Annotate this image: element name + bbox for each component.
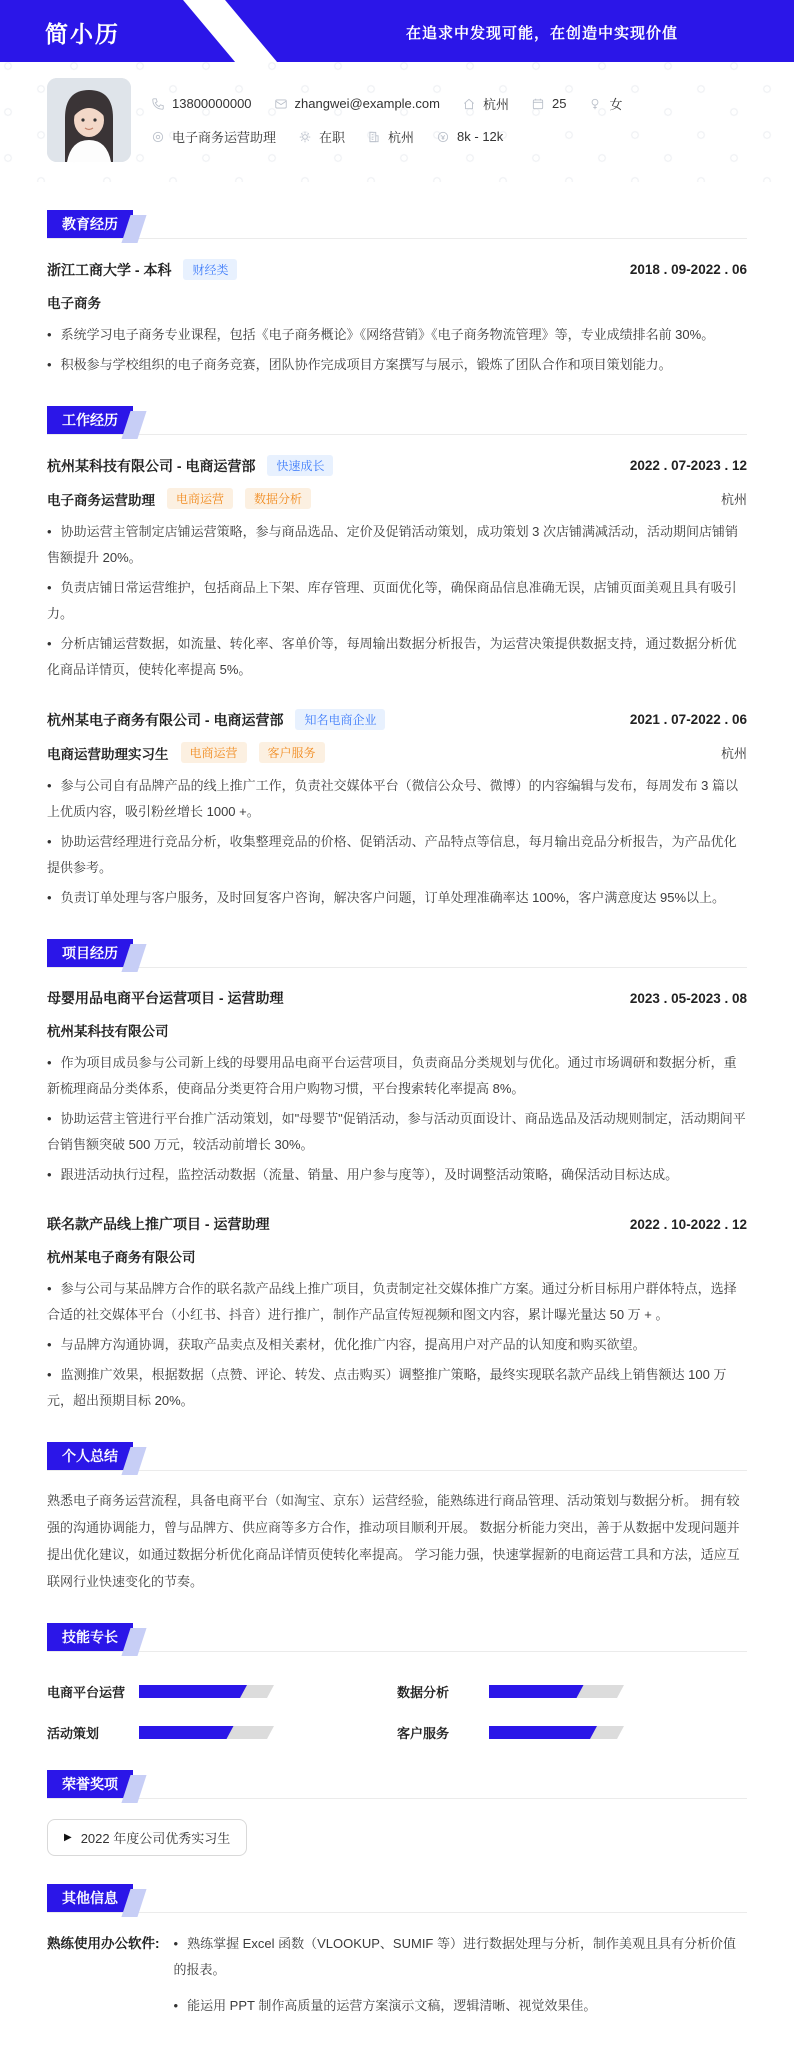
section-work — [47, 406, 747, 911]
contact-job-status: 在职 — [298, 127, 345, 146]
project-name: 联名款产品线上推广项目 - 运营助理 — [47, 1216, 270, 1232]
section-title-badge: 工作经历 — [47, 406, 133, 434]
building-icon — [367, 130, 381, 144]
other-label: 熟练使用办公软件: — [47, 1936, 160, 1951]
skill-tag: 电商运营 — [167, 488, 233, 509]
contact-salary: 8k - 12k — [436, 129, 503, 144]
project-date: 2023 . 05-2023 . 08 — [629, 990, 747, 1006]
project-entry — [47, 988, 747, 1188]
bullet-dot: • — [47, 524, 52, 539]
phone-icon — [151, 97, 165, 111]
money-icon — [436, 130, 450, 144]
bullet-dot: • — [47, 1281, 52, 1296]
contact-gender: 女 — [588, 94, 622, 113]
skill-tag: 电商运营 — [181, 742, 247, 763]
honor-item[interactable] — [47, 1819, 247, 1856]
skill-bar-fill — [139, 1726, 234, 1739]
section-header — [47, 1770, 747, 1799]
play-triangle-icon: ▶ — [64, 1832, 72, 1843]
skill-bar-fill — [489, 1726, 597, 1739]
skill-item — [397, 1682, 747, 1701]
company-name: 杭州某科技有限公司 - 电商运营部 — [47, 457, 256, 474]
bullet-dot: • — [47, 1367, 52, 1382]
work-bullet: • 负责店铺日常运营维护，包括商品上下架、库存管理、页面优化等，确保商品信息准确无误，店铺页面美观且具有吸引力。 — [47, 580, 737, 621]
company-tag: 知名电商企业 — [295, 709, 385, 730]
mail-icon — [274, 97, 288, 111]
skill-name: 客户服务 — [397, 1726, 450, 1741]
project-date: 2022 . 10-2022 . 12 — [629, 1216, 747, 1232]
major-name: 电子商务 — [47, 296, 101, 311]
section-header — [47, 406, 747, 435]
skill-item — [397, 1723, 747, 1742]
company-name: 杭州某电子商务有限公司 - 电商运营部 — [47, 711, 284, 728]
target-icon — [151, 130, 165, 144]
section-title-badge: 其他信息 — [47, 1884, 133, 1912]
calendar-icon — [531, 97, 545, 111]
section-title-badge: 项目经历 — [47, 939, 133, 967]
section-title-badge: 技能专长 — [47, 1623, 133, 1651]
work-bullet: • 参与公司自有品牌产品的线上推广工作，负责社交媒体平台（微信公众号、微博）的内容编辑与发布，每周发布 3 篇以上优质内容，吸引粉丝增长 1000 +。 — [47, 778, 739, 819]
avatar — [47, 78, 131, 162]
top-banner — [0, 0, 794, 62]
skill-name: 电商平台运营 — [47, 1685, 126, 1700]
section-header — [47, 1623, 747, 1652]
skill-bar-track — [139, 1726, 274, 1739]
bullet-dot: • — [47, 778, 52, 793]
banner-diagonal-stripe — [176, 0, 289, 62]
work-bullet: • 协助运营经理进行竞品分析，收集整理竞品的价格、促销活动、产品特点等信息，每月输出竞品分析报告，为产品优化提供参考。 — [47, 834, 737, 875]
contact-city: 杭州 — [462, 94, 509, 113]
project-bullet: • 参与公司与某品牌方合作的联名款产品线上推广项目，负责制定社交媒体推广方案。通过分析目标用户群体特点，选择合适的社交媒体平台（小红书、抖音）进行推广，制作产品宣传短视频和图文内容，累计曝光量达 50 万 + 。 — [47, 1281, 737, 1322]
project-bullet: • 作为项目成员参与公司新上线的母婴用品电商平台运营项目，负责商品分类规划与优化。通过市场调研和数据分析，重新梳理商品分类体系，使商品分类更符合用户购物习惯，平台搜索转化率提高 8%。 — [47, 1055, 737, 1096]
bullet-dot: • — [47, 1111, 52, 1126]
section-header — [47, 1884, 747, 1913]
other-bullet: • 熟练掌握 Excel 函数（VLOOKUP、SUMIF 等）进行数据处理与分析，制作美观且具有分析价值的报表。 — [173, 1936, 736, 1977]
education-entry — [47, 259, 747, 378]
contact-age: 25 — [531, 96, 566, 111]
project-bullet: • 监测推广效果，根据数据（点赞、评论、转发、点击购买）调整推广策略，最终实现联名款产品线上销售额达 100 万元，超出预期目标 20%。 — [47, 1367, 727, 1408]
bullet-dot: • — [47, 1055, 52, 1070]
job-title: 电商运营助理实习生 — [47, 746, 169, 762]
education-bullet: • 积极参与学校组织的电子商务竞赛，团队协作完成项目方案撰写与展示，锻炼了团队合作和项目策划能力。 — [47, 357, 672, 372]
section-header — [47, 1442, 747, 1471]
work-bullet: • 分析店铺运营数据，如流量、转化率、客单价等，每周输出数据分析报告，为运营决策提供数据支持，通过数据分析优化商品详情页，使转化率提高 5%。 — [47, 636, 737, 677]
section-title-badge: 教育经历 — [47, 210, 133, 238]
skill-tag: 客户服务 — [259, 742, 325, 763]
company-tag: 快速成长 — [267, 455, 333, 476]
skill-bar-track — [489, 1726, 624, 1739]
education-bullet: • 系统学习电子商务专业课程，包括《电子商务概论》《网络营销》《电子商务物流管理》等，专业成绩排名前 30%。 — [47, 327, 715, 342]
section-education — [47, 210, 747, 378]
contact-row-2 — [151, 127, 644, 146]
section-honors — [47, 1770, 747, 1856]
contact-email: zhangwei@example.com — [274, 96, 440, 111]
school-name: 浙江工商大学 - 本科 — [47, 261, 172, 278]
home-icon — [462, 97, 476, 111]
project-company: 杭州某科技有限公司 — [47, 1024, 169, 1039]
bullet-dot: • — [47, 636, 52, 651]
section-header — [47, 939, 747, 968]
skill-name: 数据分析 — [397, 1685, 450, 1700]
skill-bar-fill — [139, 1685, 247, 1698]
education-date: 2018 . 09-2022 . 06 — [629, 262, 747, 277]
project-bullet: • 跟进活动执行过程，监控活动数据（流量、销量、用户参与度等），及时调整活动策略，确保活动目标达成。 — [47, 1167, 679, 1182]
section-title-badge: 个人总结 — [47, 1442, 133, 1470]
work-entry — [47, 709, 747, 911]
skill-item — [47, 1723, 397, 1742]
project-bullet: • 与品牌方沟通协调，获取产品卖点及相关素材，优化推广内容，提高用户对产品的认知度和购买欲望。 — [47, 1337, 646, 1352]
project-name: 母婴用品电商平台运营项目 - 运营助理 — [47, 990, 284, 1006]
skill-tag: 数据分析 — [245, 488, 311, 509]
work-location: 杭州 — [720, 492, 747, 507]
section-projects — [47, 939, 747, 1414]
work-bullet: • 协助运营主管制定店铺运营策略，参与商品选品、定价及促销活动策划，成功策划 3 次店铺满减活动，活动期间店铺销售额提升 20%。 — [47, 524, 739, 565]
work-bullet: • 负责订单处理与客户服务，及时回复客户咨询，解决客户问题，订单处理准确率达 100%，客户满意度达 95%以上。 — [47, 890, 726, 905]
work-date: 2022 . 07-2023 . 12 — [629, 458, 747, 473]
section-summary — [47, 1442, 747, 1595]
honor-label: 2022 年度公司优秀实习生 — [80, 1831, 231, 1846]
section-other — [47, 1884, 747, 2029]
profile-section — [0, 62, 794, 182]
bullet-dot: • — [47, 834, 52, 849]
site-logo: 简小历 — [45, 21, 120, 47]
banner-slogan: 在追求中发现可能，在创造中实现价值 — [405, 25, 678, 42]
bullet-dot: • — [173, 1998, 179, 2013]
work-entry — [47, 455, 747, 683]
project-bullet: • 协助运营主管进行平台推广活动策划，如"母婴节"促销活动，参与活动页面设计、商品选品及活动规则制定，活动期间平台销售额突破 500 万元，较活动前增长 30%。 — [47, 1111, 746, 1152]
bullet-dot: • — [47, 580, 52, 595]
skill-bar-track — [489, 1685, 624, 1698]
gear-icon — [298, 130, 312, 144]
contact-job-title: 电子商务运营助理 — [151, 127, 276, 146]
education-tag: 财经类 — [183, 259, 237, 280]
project-entry — [47, 1214, 747, 1414]
gender-icon — [588, 97, 602, 111]
skill-bar-track — [139, 1685, 274, 1698]
contact-work-city: 杭州 — [367, 127, 414, 146]
work-date: 2021 . 07-2022 . 06 — [629, 712, 747, 727]
skill-bar-fill — [489, 1685, 584, 1698]
bullet-dot: • — [47, 890, 52, 905]
skill-item — [47, 1682, 397, 1701]
work-location: 杭州 — [720, 746, 747, 761]
other-bullet: • 能运用 PPT 制作高质量的运营方案演示文稿，逻辑清晰、视觉效果佳。 — [173, 1998, 597, 2013]
contact-row-1 — [151, 94, 644, 113]
bullet-dot: • — [47, 357, 52, 372]
section-skills — [47, 1623, 747, 1742]
bullet-dot: • — [47, 327, 52, 342]
bullet-dot: • — [47, 1337, 52, 1352]
bullet-dot: • — [173, 1936, 179, 1951]
section-title-badge: 荣誉奖项 — [47, 1770, 133, 1798]
job-title: 电子商务运营助理 — [47, 492, 155, 508]
section-header — [47, 210, 747, 239]
bullet-dot: • — [47, 1167, 52, 1182]
project-company: 杭州某电子商务有限公司 — [47, 1250, 196, 1265]
skill-name: 活动策划 — [47, 1726, 100, 1741]
summary-text: 熟悉电子商务运营流程，具备电商平台（如淘宝、京东）运营经验，能熟练进行商品管理、活动策划与数据分析。 拥有较强的沟通协调能力，曾与品牌方、供应商等多方合作，推动项目顺利开展。 数据分析能力突出，善于从数据中发现问题并提出优化建议，如通过数据分析优化商品详情页使转化率提高。 学习能力强，快速掌握新的电商运营工具和方法，适应互联网行业快速变化的节奏。 — [47, 1493, 740, 1589]
contact-phone: 13800000000 — [151, 96, 252, 111]
